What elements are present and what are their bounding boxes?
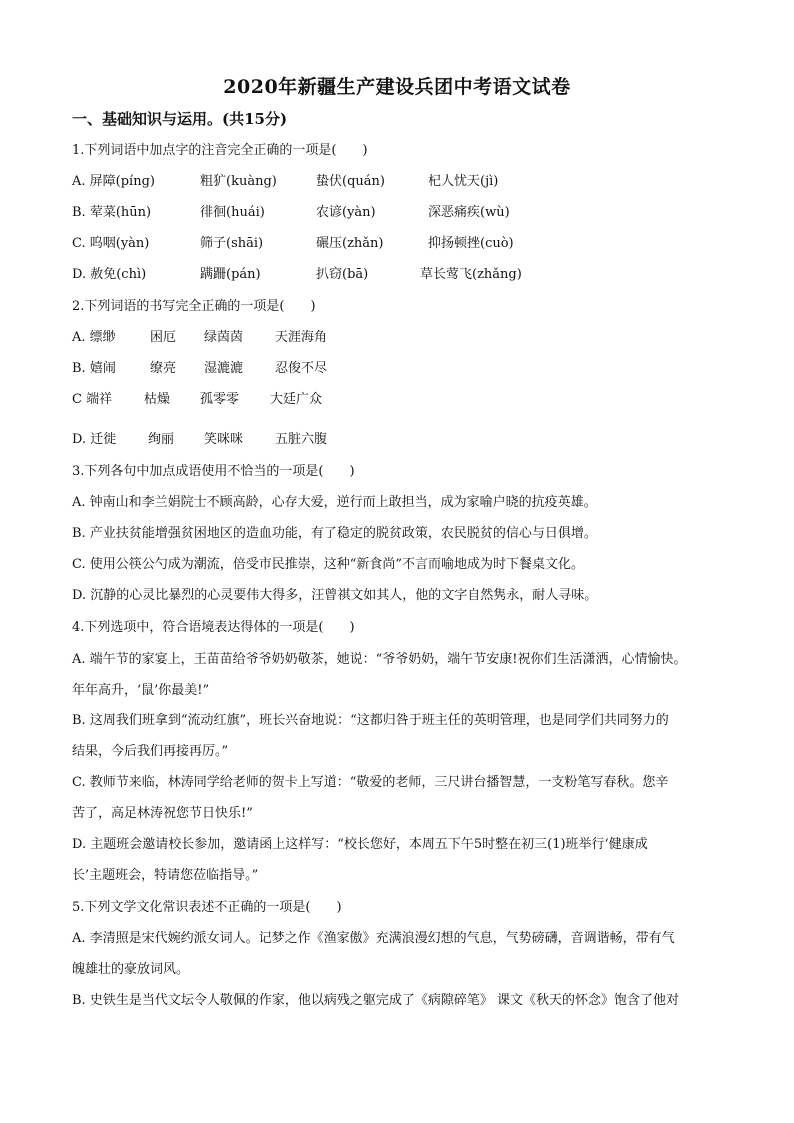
q5-option-b-line-1: B. 史铁生是当代文坛令人敬佩的作家，他以病残之躯完成了《病隙碎笔》 课文《秋天的怀念》饱含了他对 — [72, 993, 679, 1008]
q1-option-d-3: 扒窃(bā) — [316, 267, 369, 282]
q1-option-a-4: 杞人忧天(jì) — [428, 174, 499, 189]
q1-option-b-2: 徘徊(huái) — [200, 205, 265, 220]
q1-option-c-2: 筛子(shāi) — [200, 236, 264, 251]
q4-option-a-line-1: A. 端午节的家宴上，王苗苗给爷爷奶奶敬茶，她说：“爷爷奶奶，端午节安康!祝你们生活潇洒，心情愉快。 — [72, 652, 687, 667]
question-5-stem: 5.下列文学文化常识表述不正确的一项是( ) — [72, 900, 342, 915]
question-4-stem: 4.下列选项中，符合语境表达得体的一项是( ) — [72, 620, 355, 635]
q5-option-a-line-1: A. 李清照是宋代婉约派女词人。记梦之作《渔家傲》充满浪漫幻想的气息，气势磅礴，音调谐畅，带有气 — [72, 931, 675, 946]
q1-option-d-1: D. 赦免(chì) — [72, 267, 147, 282]
q2-option-b-4: 忍俊不尽 — [275, 361, 328, 376]
q2-option-a-1: A. 缥缈 — [72, 330, 116, 345]
q2-option-a-2: 困厄 — [150, 330, 177, 345]
q2-option-c-1: C 端祥 — [72, 392, 113, 407]
q3-option-a: A. 钟南山和李兰娟院士不顾高龄，心存大爱，逆行而上敢担当，成为家喻户晓的抗疫英雄。 — [72, 495, 597, 510]
q2-option-c-4: 大廷广众 — [270, 392, 323, 407]
q2-option-a-3: 绿茵茵 — [204, 330, 244, 345]
q2-option-c-2: 枯燥 — [144, 392, 171, 407]
q1-option-a-2: 粗犷(kuàng) — [200, 174, 277, 189]
q1-option-d-4: 草长莺飞(zhǎng) — [420, 267, 522, 282]
q2-option-d-3: 笑咪咪 — [204, 432, 244, 447]
q4-option-d-line-2: 长’主题班会，特请您莅临指导。” — [72, 868, 259, 883]
q4-option-c-line-2: 苦了，高足林涛祝您节日快乐!” — [72, 806, 253, 821]
q4-option-c-line-1: C. 教师节来临，林涛同学给老师的贺卡上写道：“敬爱的老师，三尺讲台播智慧，一支粉笔写春秋。您辛 — [72, 775, 669, 790]
q2-option-b-1: B. 嬉闹 — [72, 361, 116, 376]
q4-option-b-line-2: 结果，今后我们再接再厉。” — [72, 744, 229, 759]
question-2-stem: 2.下列词语的书写完全正确的一项是( ) — [72, 299, 316, 314]
q1-option-b-1: B. 荤菜(hūn) — [72, 205, 152, 220]
q1-option-d-2: 蹒跚(pán) — [200, 267, 261, 282]
q2-option-a-4: 天涯海角 — [275, 330, 328, 345]
q1-option-a-1: A. 屏障(píng) — [72, 174, 155, 189]
q2-option-d-4: 五脏六腹 — [275, 432, 328, 447]
q1-option-c-1: C. 呜咽(yàn) — [72, 236, 150, 251]
q1-option-c-4: 抑扬顿挫(cuò) — [428, 236, 514, 251]
q2-option-d-2: 绚丽 — [148, 432, 175, 447]
q1-option-b-4: 深恶痛疾(wù) — [428, 205, 510, 220]
q2-option-c-3: 孤零零 — [200, 392, 240, 407]
q2-option-d-1: D. 迁徙 — [72, 432, 117, 447]
question-3-stem: 3.下列各句中加点成语使用不恰当的一项是( ) — [72, 464, 355, 479]
q2-option-b-2: 缭亮 — [150, 361, 177, 376]
q5-option-a-line-2: 魄雄壮的豪放词风。 — [72, 962, 190, 977]
section-heading: 一、基础知识与运用。(共15分) — [72, 110, 288, 128]
q2-option-b-3: 湿漉漉 — [204, 361, 244, 376]
q3-option-c: C. 使用公筷公勺成为潮流，倍受市民推崇，这种“新食尚”不言而喻地成为时下餐桌文化。 — [72, 557, 585, 572]
q1-option-b-3: 农谚(yàn) — [316, 205, 376, 220]
q4-option-b-line-1: B. 这周我们班拿到“流动红旗”，班长兴奋地说：“这都归咎于班主任的英明管理，也是同学们共同努力的 — [72, 713, 669, 728]
question-1-stem: 1.下列词语中加点字的注音完全正确的一项是( ) — [72, 143, 368, 158]
q3-option-b: B. 产业扶贫能增强贫困地区的造血功能，有了稳定的脱贫政策，农民脱贫的信心与日俱增。 — [72, 526, 597, 541]
q1-option-c-3: 碾压(zhǎn) — [316, 236, 384, 251]
q4-option-d-line-1: D. 主题班会邀请校长参加，邀请函上这样写：“校长您好，本周五下午5时整在初三(1)班举行‘健康成 — [72, 837, 648, 852]
q3-option-d: D. 沉静的心灵比暴烈的心灵要伟大得多，汪曾祺文如其人，他的文字自然隽永，耐人寻味。 — [72, 588, 598, 603]
q4-option-a-line-2: 年年高升，‘鼠’你最美!” — [72, 683, 210, 698]
q1-option-a-3: 蛰伏(quán) — [316, 174, 385, 189]
exam-title: 2020年新疆生产建设兵团中考语文试卷 — [223, 76, 571, 98]
